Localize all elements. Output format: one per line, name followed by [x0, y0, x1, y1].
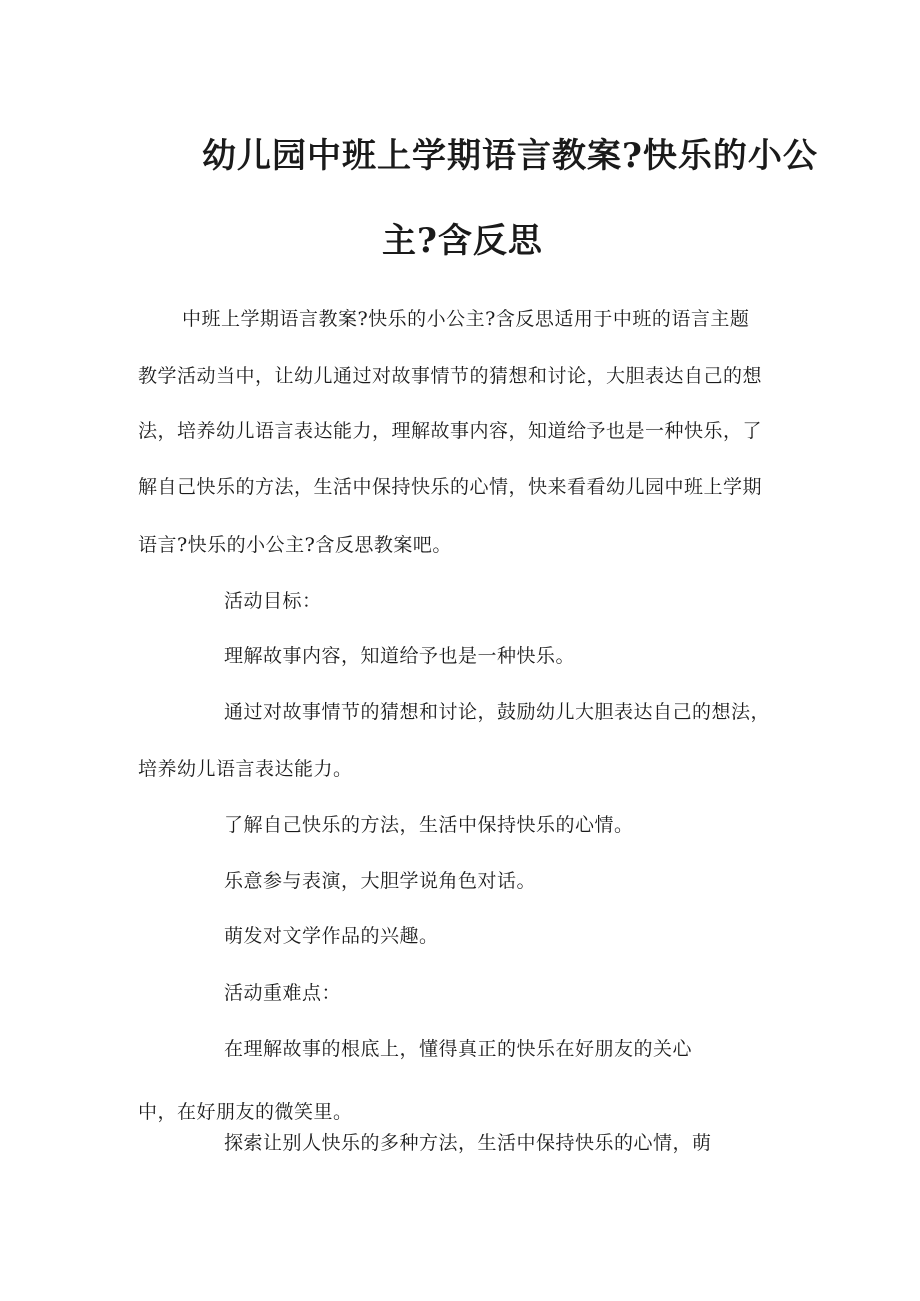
goal-item-1: 理解故事内容，知道给予也是一种快乐。 [224, 645, 576, 667]
key-point-1-continued: 中，在好朋友的微笑里。 [138, 1101, 353, 1123]
goal-item-5: 萌发对文学作品的兴趣。 [224, 925, 439, 947]
key-point-1: 在理解故事的根底上，懂得真正的快乐在好朋友的关心 [224, 1038, 693, 1060]
document-title-line-2: 主?含反思 [382, 221, 543, 261]
goal-item-2: 通过对故事情节的猜想和讨论，鼓励幼儿大胆表达自己的想法， [224, 701, 771, 723]
goal-item-4: 乐意参与表演，大胆学说角色对话。 [224, 870, 537, 892]
intro-line-1: 中班上学期语言教案?快乐的小公主?含反思适用于中班的语言主题 [182, 308, 750, 330]
key-points-heading: 活动重难点： [224, 982, 342, 1004]
intro-line-3: 法，培养幼儿语言表达能力，理解故事内容，知道给予也是一种快乐，了 [138, 420, 763, 442]
intro-line-2: 教学活动当中，让幼儿通过对故事情节的猜想和讨论，大胆表达自己的想 [138, 365, 763, 387]
document-title-line-1: 幼儿园中班上学期语言教案?快乐的小公 [202, 136, 818, 176]
goal-item-3: 了解自己快乐的方法，生活中保持快乐的心情。 [224, 814, 634, 836]
key-point-2: 探索让别人快乐的多种方法，生活中保持快乐的心情，萌 [224, 1132, 712, 1154]
intro-line-5: 语言?快乐的小公主?含反思教案吧。 [138, 534, 452, 556]
intro-line-4: 解自己快乐的方法，生活中保持快乐的心情，快来看看幼儿园中班上学期 [138, 476, 763, 498]
goal-item-2-continued: 培养幼儿语言表达能力。 [138, 758, 353, 780]
goals-heading: 活动目标： [224, 590, 322, 612]
